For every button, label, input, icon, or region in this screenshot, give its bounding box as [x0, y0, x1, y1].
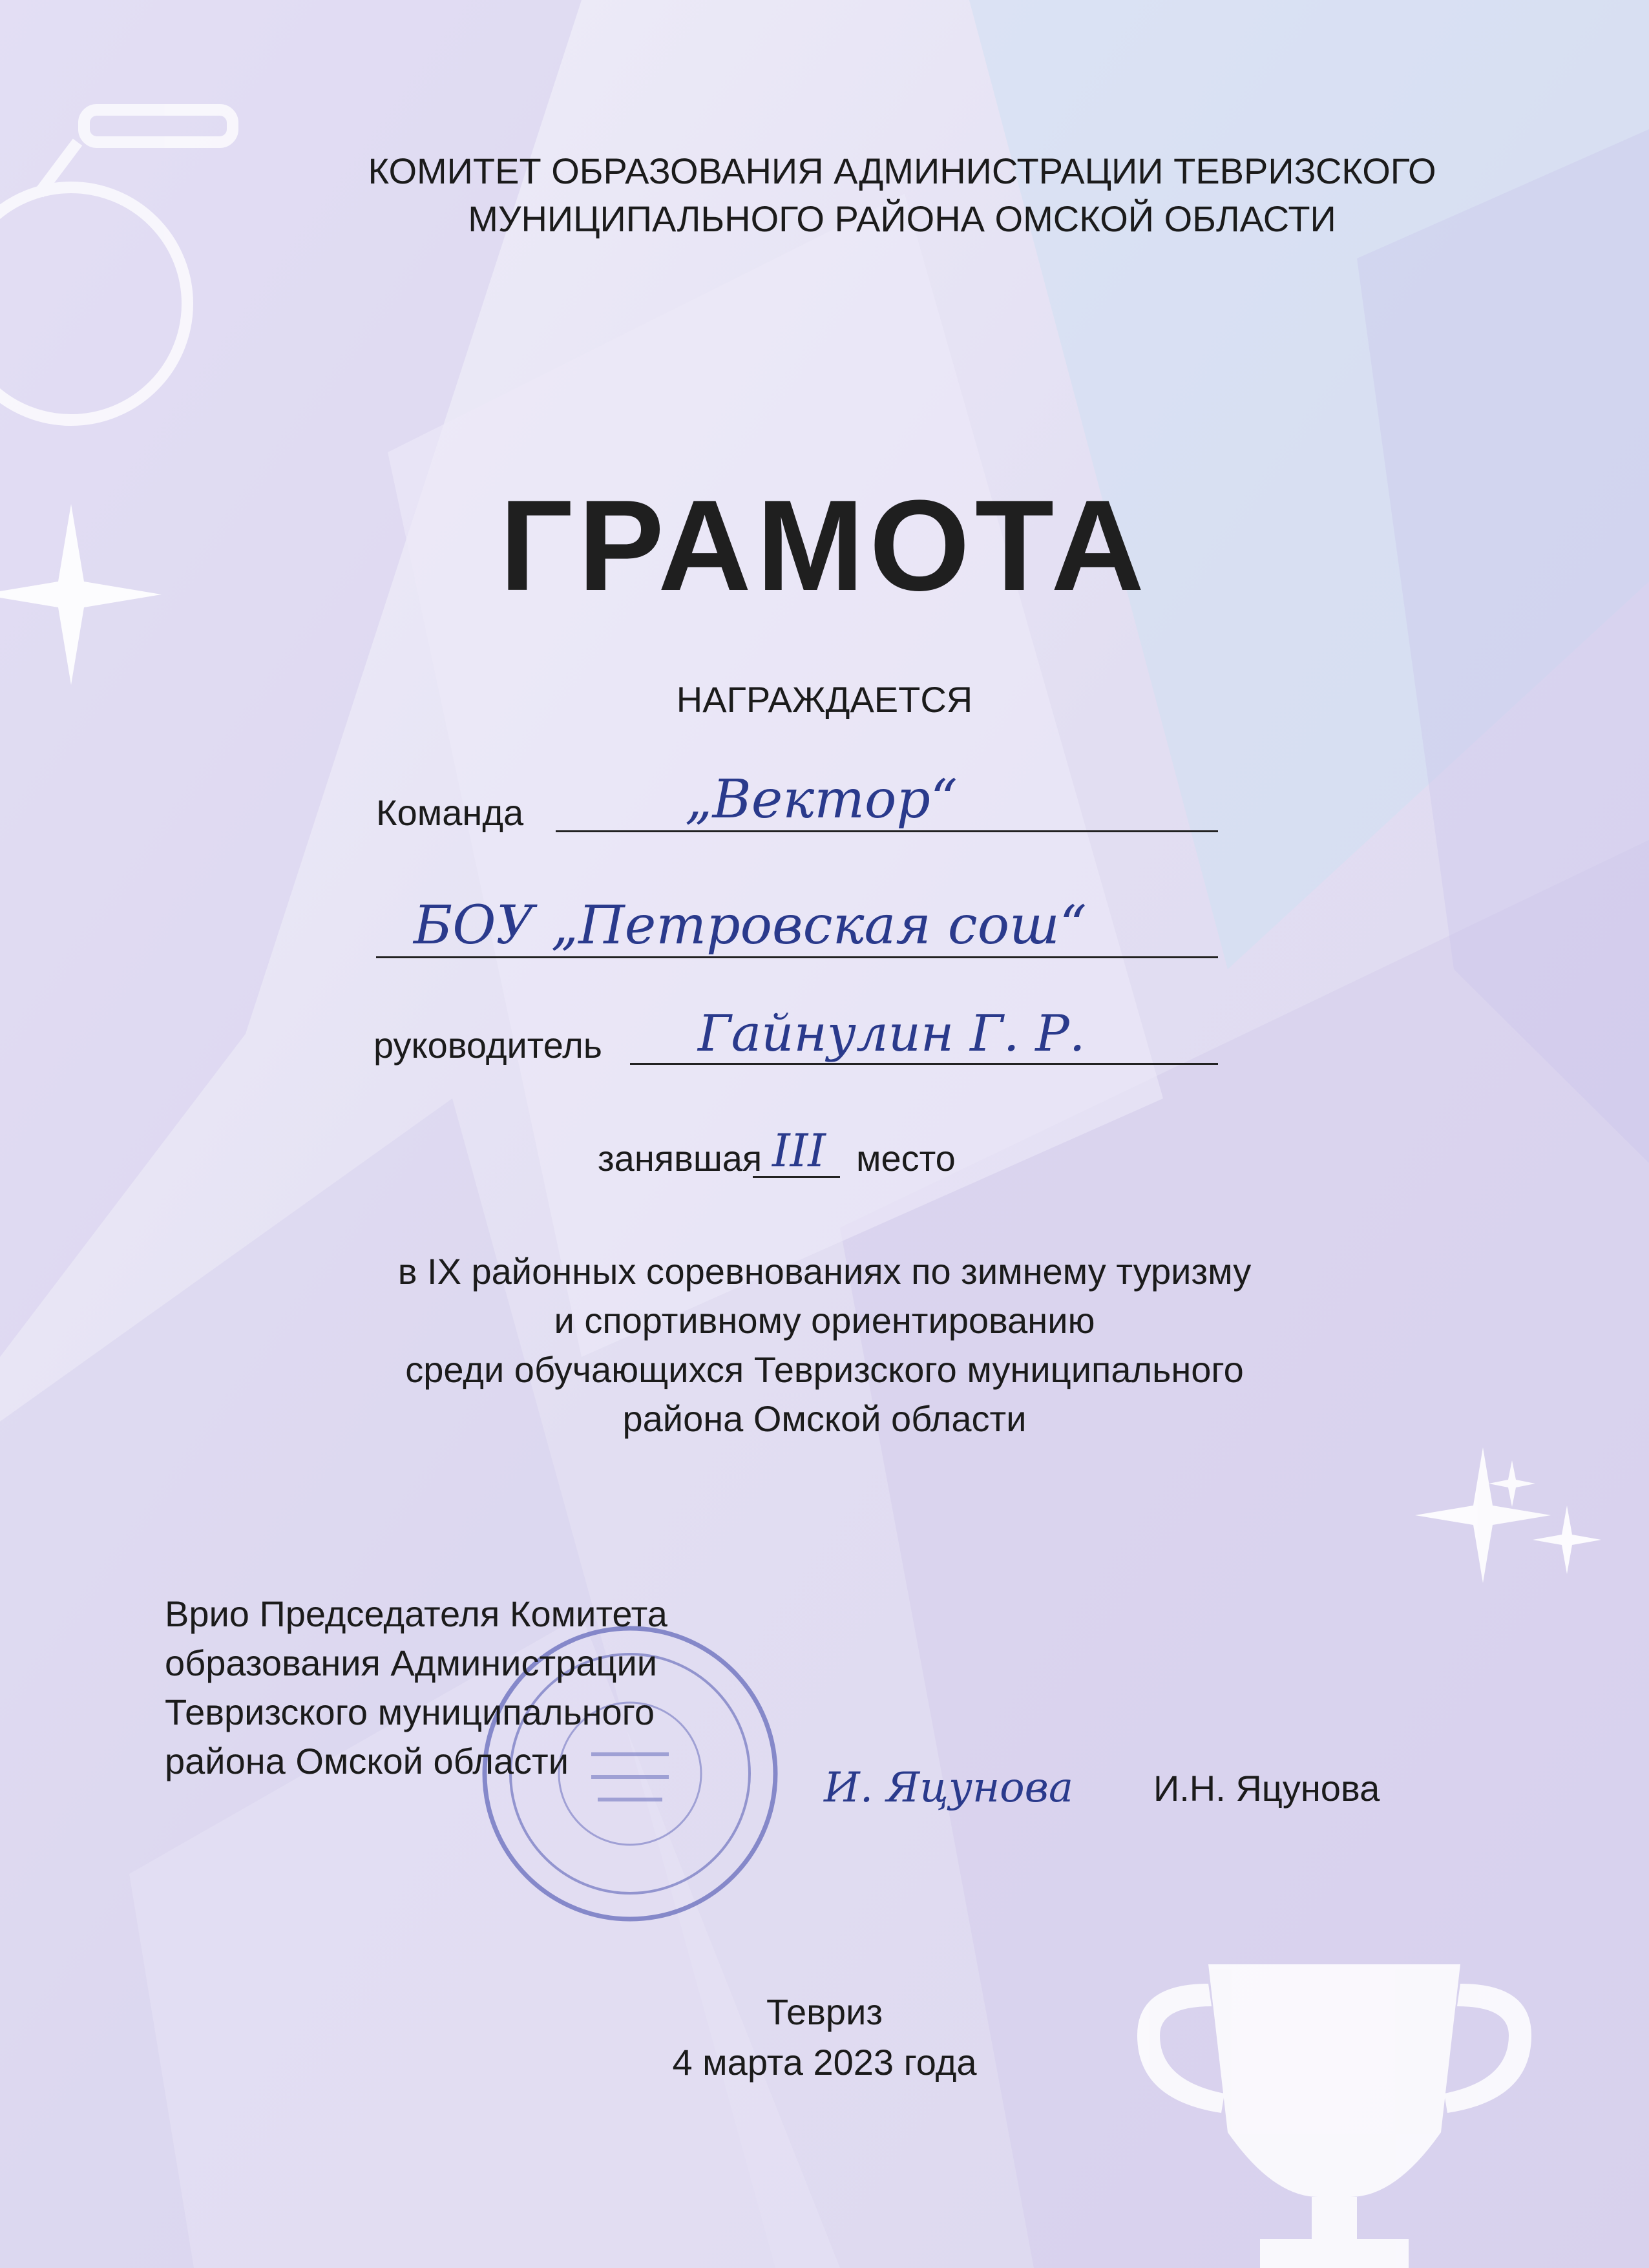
- issue-city: Тевриз: [766, 1991, 883, 2032]
- event-description: [0, 1247, 1649, 1444]
- event-line-2: и спортивному ориентированию: [554, 1300, 1095, 1341]
- leader-name-handwritten: Гайнулин Г. Р.: [698, 1005, 1086, 1063]
- issue-date: 4 марта 2023 года: [672, 2042, 977, 2083]
- event-line-1: в IX районных соревнованиях по зимнему туризму: [397, 1251, 1252, 1292]
- leader-label: руководитель: [373, 1025, 602, 1066]
- event-line-4: района Омской области: [622, 1398, 1027, 1439]
- team-label: Команда: [376, 792, 524, 833]
- signatory-title: [165, 1590, 667, 1786]
- organization-header: [78, 147, 1649, 243]
- signatory-line-4: района Омской области: [165, 1741, 569, 1781]
- team-name-handwritten: „Вектор“: [685, 769, 958, 830]
- place-prefix: занявшая: [598, 1138, 762, 1179]
- organization-line-1: КОМИТЕТ ОБРАЗОВАНИЯ АДМИНИСТРАЦИИ ТЕВРИЗСКОГО: [368, 151, 1436, 191]
- school-underline: [376, 956, 1218, 958]
- signatory-line-1: Врио Председателя Комитета: [165, 1593, 667, 1634]
- issue-place-date: [0, 1987, 1649, 2088]
- event-line-3: среди обучающихся Тевризского муниципального: [405, 1349, 1244, 1390]
- certificate-title: ГРАМОТА: [499, 474, 1150, 618]
- awarded-label: НАГРАЖДАЕТСЯ: [676, 679, 973, 720]
- place-value-handwritten: III: [772, 1124, 826, 1177]
- organization-line-2: МУНИЦИПАЛЬНОГО РАЙОНА ОМСКОЙ ОБЛАСТИ: [468, 198, 1336, 239]
- team-underline: [556, 830, 1218, 832]
- signatory-line-2: образования Администрации: [165, 1643, 658, 1683]
- leader-underline: [630, 1063, 1218, 1065]
- place-suffix: место: [856, 1138, 956, 1179]
- handwritten-signature: И. Яцунова: [824, 1764, 1074, 1812]
- signatory-line-3: Тевризского муниципального: [165, 1692, 655, 1732]
- school-name-handwritten: БОУ „Петровская сош“: [414, 895, 1087, 956]
- signatory-name: И.Н. Яцунова: [1153, 1768, 1380, 1809]
